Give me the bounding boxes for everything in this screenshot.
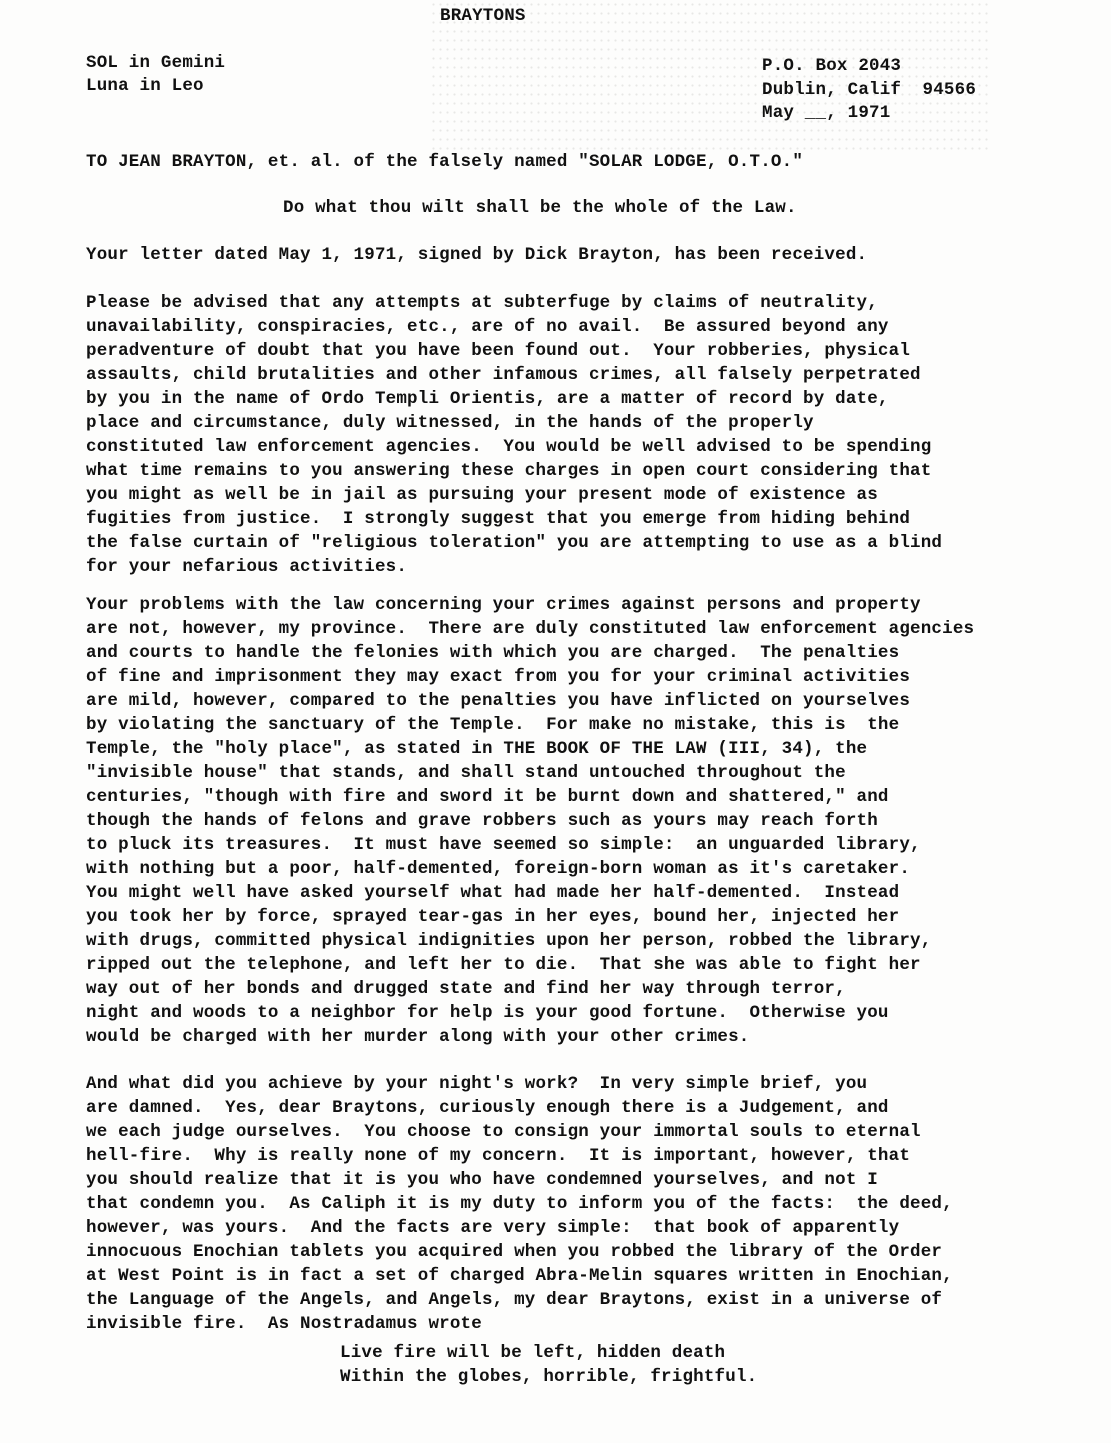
text-line: centuries, "though with fire and sword it be burnt down and shattered," and	[86, 787, 889, 807]
text-line: Temple, the "holy place", as stated in THE BOOK OF THE LAW (III, 34), the	[86, 739, 868, 759]
text-line: for your nefarious activities.	[86, 557, 408, 577]
text-line: you might as well be in jail as pursuing your present mode of existence as	[86, 485, 878, 505]
text-line: you took her by force, sprayed tear-gas in her eyes, bound her, injected her	[86, 907, 900, 927]
text-line: would be charged with her murder along with your other crimes.	[86, 1027, 750, 1047]
text-line: way out of her bonds and drugged state and find her way through terror,	[86, 979, 846, 999]
nostradamus-quote	[340, 1341, 757, 1389]
body-paragraph-2	[86, 593, 1096, 1049]
text-line: and courts to handle the felonies with which you are charged. The penalties	[86, 643, 900, 663]
greeting: Do what thou wilt shall be the whole of the Law.	[283, 198, 797, 218]
text-line: the Language of the Angels, and Angels, my dear Braytons, exist in a universe of	[86, 1290, 943, 1310]
text-line: to pluck its treasures. It must have seemed so simple: an unguarded library,	[86, 835, 921, 855]
text-line: are not, however, my province. There are duly constituted law enforcement agencies	[86, 619, 975, 639]
text-line: constituted law enforcement agencies. You would be well advised to be spending	[86, 437, 932, 457]
text-line: though the hands of felons and grave robbers such as yours may reach forth	[86, 811, 878, 831]
text-line: we each judge ourselves. You choose to consign your immortal souls to eternal	[86, 1122, 921, 1142]
text-line: you should realize that it is you who have condemned yourselves, and not I	[86, 1170, 878, 1190]
acknowledgement: Your letter dated May 1, 1971, signed by Dick Brayton, has been received.	[86, 245, 868, 265]
text-line: And what did you achieve by your night's work? In very simple brief, you	[86, 1074, 868, 1094]
text-line: unavailability, conspiracies, etc., are of no avail. Be assured beyond any	[86, 317, 889, 337]
astrology-moon-sign: Luna in Leo	[86, 76, 204, 96]
quote-line: Live fire will be left, hidden death	[340, 1343, 726, 1363]
text-line: invisible fire. As Nostradamus wrote	[86, 1314, 482, 1334]
text-line: with drugs, committed physical indignities upon her person, robbed the library,	[86, 931, 932, 951]
text-line: however, was yours. And the facts are very simple: that book of apparently	[86, 1218, 900, 1238]
text-line: innocuous Enochian tablets you acquired when you robbed the library of the Order	[86, 1242, 943, 1262]
address-po-box: P.O. Box 2043	[762, 56, 902, 76]
salutation: TO JEAN BRAYTON, et. al. of the falsely named "SOLAR LODGE, O.T.O."	[86, 152, 804, 172]
text-line: Your problems with the law concerning your crimes against persons and property	[86, 595, 921, 615]
letter-date: May __, 1971	[762, 103, 891, 123]
text-line: "invisible house" that stands, and shall stand untouched throughout the	[86, 763, 846, 783]
address-city: Dublin, Calif 94566	[762, 80, 977, 100]
text-line: assaults, child brutalities and other infamous crimes, all falsely perpetrated	[86, 365, 921, 385]
letter-title: BRAYTONS	[440, 6, 526, 26]
text-line: place and circumstance, duly witnessed, in the hands of the properly	[86, 413, 814, 433]
text-line: of fine and imprisonment they may exact from you for your criminal activities	[86, 667, 911, 687]
astrology-sun-sign: SOL in Gemini	[86, 53, 226, 73]
text-line: by you in the name of Ordo Templi Orientis, are a matter of record by date,	[86, 389, 889, 409]
text-line: hell-fire. Why is really none of my concern. It is important, however, that	[86, 1146, 911, 1166]
text-line: the false curtain of "religious toleration" you are attempting to use as a blind	[86, 533, 943, 553]
text-line: peradventure of doubt that you have been found out. Your robberies, physical	[86, 341, 911, 361]
text-line: are damned. Yes, dear Braytons, curiously enough there is a Judgement, and	[86, 1098, 889, 1118]
text-line: fugities from justice. I strongly suggest that you emerge from hiding behind	[86, 509, 911, 529]
text-line: what time remains to you answering these charges in open court considering that	[86, 461, 932, 481]
body-paragraph-1	[86, 291, 1096, 579]
quote-line: Within the globes, horrible, frightful.	[340, 1367, 758, 1387]
text-line: night and woods to a neighbor for help is your good fortune. Otherwise you	[86, 1003, 889, 1023]
text-line: at West Point is in fact a set of charged Abra-Melin squares written in Enochian,	[86, 1266, 953, 1286]
text-line: that condemn you. As Caliph it is my duty to inform you of the facts: the deed,	[86, 1194, 953, 1214]
body-paragraph-3	[86, 1072, 1096, 1336]
text-line: ripped out the telephone, and left her to die. That she was able to fight her	[86, 955, 921, 975]
text-line: are mild, however, compared to the penalties you have inflicted on yourselves	[86, 691, 911, 711]
text-line: by violating the sanctuary of the Temple. For make no mistake, this is the	[86, 715, 900, 735]
text-line: You might well have asked yourself what had made her half-demented. Instead	[86, 883, 900, 903]
text-line: Please be advised that any attempts at subterfuge by claims of neutrality,	[86, 293, 878, 313]
text-line: with nothing but a poor, half-demented, foreign-born woman as it's caretaker.	[86, 859, 911, 879]
